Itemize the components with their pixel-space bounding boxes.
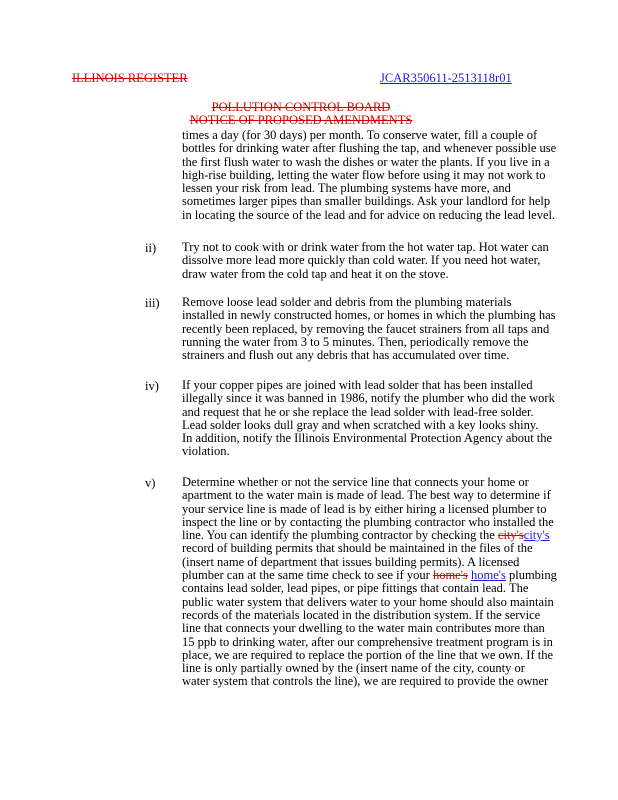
- agency-title: POLLUTION CONTROL BOARD: [211, 100, 391, 114]
- deleted-text: home's: [432, 568, 468, 583]
- text-line: Remove loose lead solder and debris from the plumbing materials: [182, 295, 512, 309]
- text-line: running the water from 3 to 5 minutes. Then, periodically remove the: [182, 334, 529, 349]
- text-line: violation.: [182, 444, 230, 459]
- text-line: bottles for drinking water after flushing the tap, and whenever possible use: [182, 141, 557, 156]
- text-line: If your copper pipes are joined with lead solder that has been installed: [182, 378, 533, 392]
- text-line: illegally since it was banned in 1986, notify the plumber who did the work: [182, 391, 555, 406]
- item-ii-paragraph: [182, 241, 549, 281]
- text-segment: line. You can identify the plumbing contractor by checking the: [182, 528, 498, 543]
- text-line: public water system that delivers water to your home should also maintain: [182, 594, 554, 609]
- text-line: inspect the line or by contacting the plumbing contractor who installed the: [182, 514, 554, 529]
- text-line: water system that controls the line), we are required to provide the owner: [182, 674, 549, 689]
- item-v-paragraph: [182, 476, 557, 689]
- text-segment: plumber can at the same time check to see if your: [182, 568, 433, 583]
- register-name: ILLINOIS REGISTER: [72, 71, 188, 85]
- text-line: dissolve more lead more quickly than cold water. If you need hot water,: [182, 253, 541, 268]
- text-line: in locating the source of the lead and for advice on reducing the lead level.: [182, 207, 556, 222]
- text-line: Lead solder looks dull gray and when scratched with a key looks shiny.: [182, 417, 539, 432]
- text-line: your service line is made of lead is by either hiring a licensed plumber to: [182, 501, 547, 516]
- text-line: draw water from the cold tap and heat it on the stove.: [182, 266, 449, 281]
- text-line: recently been replaced, by removing the faucet strainers from all taps and: [182, 321, 550, 336]
- text-line: sometimes larger pipes than smaller buildings. Ask your landlord for help: [182, 194, 551, 209]
- text-line: records of the materials located in the distribution system. If the service: [182, 607, 541, 622]
- intro-paragraph: [182, 129, 556, 222]
- text-line: (insert name of department that issues building permits). A licensed: [182, 554, 520, 569]
- item-number-iii: iii): [145, 296, 160, 310]
- text-line: In addition, notify the Illinois Environmental Protection Agency about the: [182, 431, 553, 446]
- text-line: apartment to the water main is made of lead. The best way to determine if: [182, 488, 551, 503]
- text-line: the first flush water to wash the dishes or water the plants. If you live in a: [182, 154, 550, 169]
- text-line: times a day (for 30 days) per month. To conserve water, fill a couple of: [182, 128, 538, 142]
- text-line: Determine whether or not the service line that connects your home or: [182, 475, 529, 489]
- notice-title: NOTICE OF PROPOSED AMENDMENTS: [189, 113, 413, 127]
- item-number-v: v): [145, 476, 156, 490]
- text-line: strainers and flush out any debris that has accumulated over time.: [182, 348, 510, 363]
- text-line: and request that he or she replace the lead solder with lead-free solder.: [182, 404, 534, 419]
- deleted-text: city's: [497, 528, 524, 543]
- inserted-text: home's: [470, 568, 506, 583]
- text-line: lessen your risk from lead. The plumbing systems have more, and: [182, 181, 511, 196]
- text-line-city: [182, 529, 557, 542]
- item-number-ii: ii): [145, 241, 157, 255]
- item-iv-paragraph: [182, 379, 555, 459]
- text-line: 15 ppb to drinking water, after our comprehensive treatment program is in: [182, 634, 553, 649]
- document-code: JCAR350611-2513118r01: [380, 71, 512, 85]
- item-number-iv: iv): [145, 379, 159, 393]
- item-iii-paragraph: [182, 296, 556, 362]
- text-line: record of building permits that should be maintained in the files of the: [182, 541, 533, 556]
- text-line-home: [182, 569, 557, 582]
- text-line: high-rise building, letting the water flow before using it may not work to: [182, 167, 546, 182]
- text-line: line is only partially owned by the (insert name of the city, county or: [182, 661, 525, 676]
- text-line: place, we are required to replace the portion of the line that we own. If the: [182, 647, 554, 662]
- text-line: Try not to cook with or drink water from the hot water tap. Hot water can: [182, 240, 549, 254]
- text-line: line that connects your dwelling to the water main contributes more than: [182, 621, 545, 636]
- text-segment: plumbing: [505, 568, 557, 583]
- text-line: contains lead solder, lead pipes, or pipe fittings that contain lead. The: [182, 581, 529, 596]
- text-line: installed in newly constructed homes, or homes in which the plumbing has: [182, 308, 556, 323]
- inserted-text: city's: [523, 528, 550, 543]
